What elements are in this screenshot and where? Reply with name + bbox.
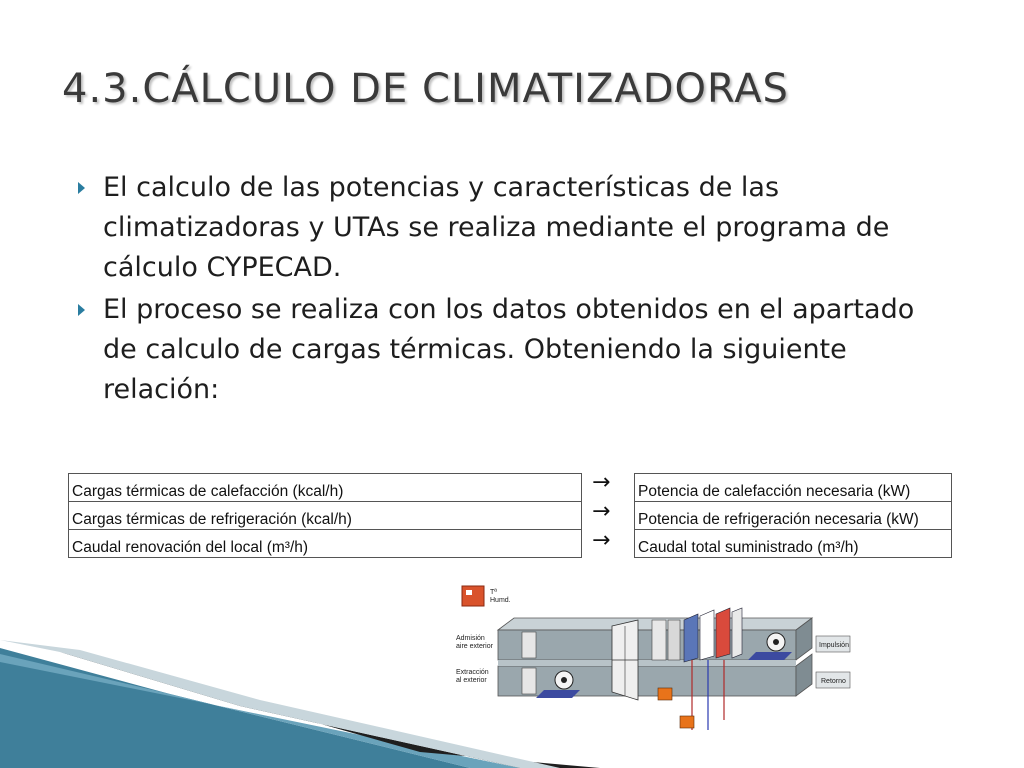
sensor-icon <box>462 586 484 606</box>
input-cell: Cargas térmicas de calefacción (kcal/h) <box>69 474 582 502</box>
return-label: Retorno <box>821 678 846 685</box>
table-row <box>69 530 582 558</box>
input-cell: Cargas térmicas de refrigeración (kcal/h) <box>69 502 582 530</box>
bullet-list <box>72 168 952 412</box>
supply-label: Impulsión <box>819 642 849 649</box>
output-cell: Potencia de calefacción necesaria (kW) <box>635 474 952 502</box>
triangle-bullet-icon <box>78 182 85 194</box>
right-arrow-icon: → <box>592 499 611 524</box>
output-table <box>634 473 952 558</box>
relation-arrows <box>592 470 628 557</box>
table-row <box>635 474 952 502</box>
input-table <box>68 473 582 558</box>
extract-label: al exterior <box>456 677 487 684</box>
bullet-text: El proceso se realiza con los datos obtenidos en el apartado de calculo de cargas térmicas. Obteniendo la siguiente relación: <box>103 294 915 405</box>
table-row <box>635 502 952 530</box>
intake-label: Admisión <box>456 635 485 642</box>
bullet-text: El calculo de las potencias y características de las climatizadoras y UTAs se realiza mediante el programa de cálculo CYPECAD. <box>103 172 890 283</box>
sensor-label: Humd. <box>490 597 511 604</box>
right-arrow-icon: → <box>592 470 611 495</box>
coil-section <box>684 608 742 662</box>
table-row <box>69 502 582 530</box>
bullet-item <box>72 168 952 288</box>
input-cell: Caudal renovación del local (m³/h) <box>69 530 582 558</box>
triangle-bullet-icon <box>78 304 85 316</box>
table-row <box>635 530 952 558</box>
output-cell: Potencia de refrigeración necesaria (kW) <box>635 502 952 530</box>
output-cell: Caudal total suministrado (m³/h) <box>635 530 952 558</box>
sensor-label: Tª <box>490 589 497 596</box>
table-row <box>69 474 582 502</box>
slide-title: 4.3.CÁLCULO DE CLIMATIZADORAS <box>62 66 789 112</box>
extract-label: Extracción <box>456 669 489 676</box>
heat-recovery-wheel <box>612 620 638 700</box>
bullet-item <box>72 290 952 410</box>
intake-label: aire exterior <box>456 643 493 650</box>
right-arrow-icon: → <box>592 528 611 553</box>
air-handling-unit-diagram <box>452 580 872 740</box>
